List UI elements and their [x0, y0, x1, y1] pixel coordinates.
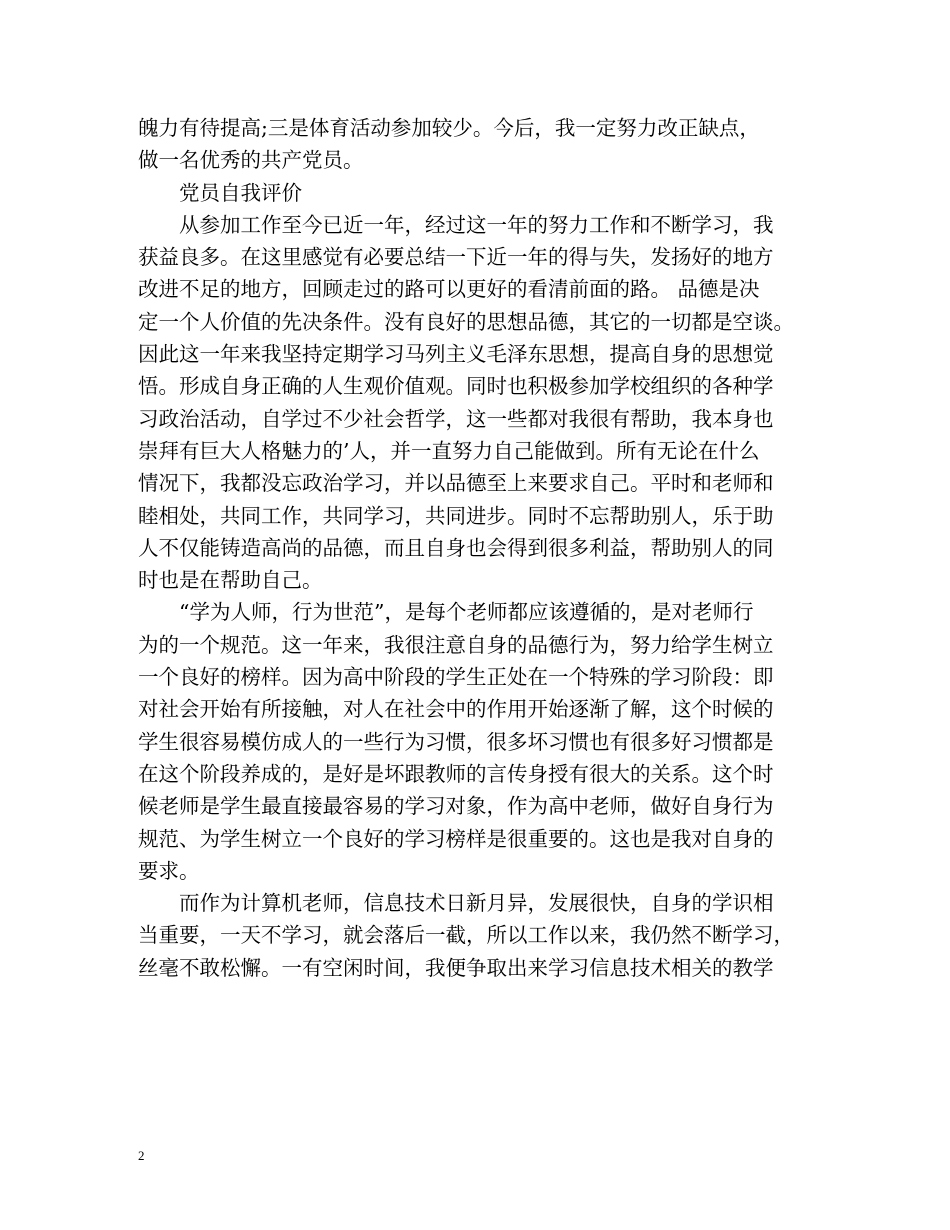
text-line: 改进不足的地方，回顾走过的路可以更好的看清前面的路。 品德是决 — [138, 277, 760, 302]
text-line: 情况下，我都没忘政治学习，并以品德至上来要求自己。平时和老师和 — [138, 471, 774, 496]
text-line: 获益良多。在这里感觉有必要总结一下近一年的得与失，发扬好的地方 — [138, 245, 774, 270]
text-line: 对社会开始有所接触，对人在社会中的作用开始逐渐了解，这个时候的 — [138, 697, 774, 722]
text-line: 人不仅能铸造高尚的品德，而且自身也会得到很多利益，帮助别人的同 — [138, 535, 774, 560]
text-line: 而作为计算机老师，信息技术日新月异，发展很快，自身的学识相 — [179, 891, 774, 916]
text-line: 做一名优秀的共产党员。 — [138, 148, 364, 173]
text-line: 要求。 — [138, 858, 200, 883]
text-line: 定一个人价值的先决条件。没有良好的思想品德，其它的一切都是空谈。 — [138, 309, 794, 334]
text-line: “学为人师，行为世范”，是每个老师都应该遵循的，是对老师行 — [179, 600, 754, 625]
text-line: 从参加工作至今已近一年，经过这一年的努力工作和不断学习，我 — [179, 212, 774, 237]
text-line: 在这个阶段养成的，是好是坏跟教师的言传身授有很大的关系。这个时 — [138, 761, 774, 786]
text-line: 党员自我评价 — [179, 180, 302, 205]
text-line: 魄力有待提高;三是体育活动参加较少。今后，我一定努力改正缺点， — [138, 116, 760, 140]
text-line: 为的一个规范。这一年来，我很注意自身的品德行为，努力给学生树立 — [138, 632, 774, 657]
text-line: 时也是在帮助自己。 — [138, 568, 323, 593]
text-line: 学生很容易模仿成人的一些行为习惯，很多坏习惯也有很多好习惯都是 — [138, 729, 774, 754]
text-line: 当重要，一天不学习，就会落后一截，所以工作以来，我仍然不断学习， — [138, 923, 794, 948]
text-line: 丝毫不敢松懈。一有空闲时间，我便争取出来学习信息技术相关的教学 — [138, 955, 774, 980]
text-line: 睦相处，共同工作，共同学习，共同进步。同时不忘帮助别人，乐于助 — [138, 503, 774, 528]
body-text — [138, 112, 826, 984]
text-line: 悟。形成自身正确的人生观价值观。同时也积极参加学校组织的各种学 — [138, 374, 774, 399]
text-line: 规范、为学生树立一个良好的学习榜样是很重要的。这也是我对自身的 — [138, 826, 774, 851]
page-number: 2 — [138, 1148, 145, 1163]
text-line: 崇拜有巨大人格魅力的’人，并一直努力自己能做到。所有无论在什么 — [138, 438, 760, 463]
text-line: 一个良好的榜样。因为高中阶段的学生正处在一个特殊的学习阶段：即 — [138, 665, 774, 690]
text-line: 习政治活动，自学过不少社会哲学，这一些都对我很有帮助，我本身也 — [138, 406, 774, 431]
text-line: 因此这一年来我坚持定期学习马列主义毛泽东思想，提高自身的思想觉 — [138, 342, 774, 367]
text-line: 候老师是学生最直接最容易的学习对象，作为高中老师，做好自身行为 — [138, 794, 774, 819]
